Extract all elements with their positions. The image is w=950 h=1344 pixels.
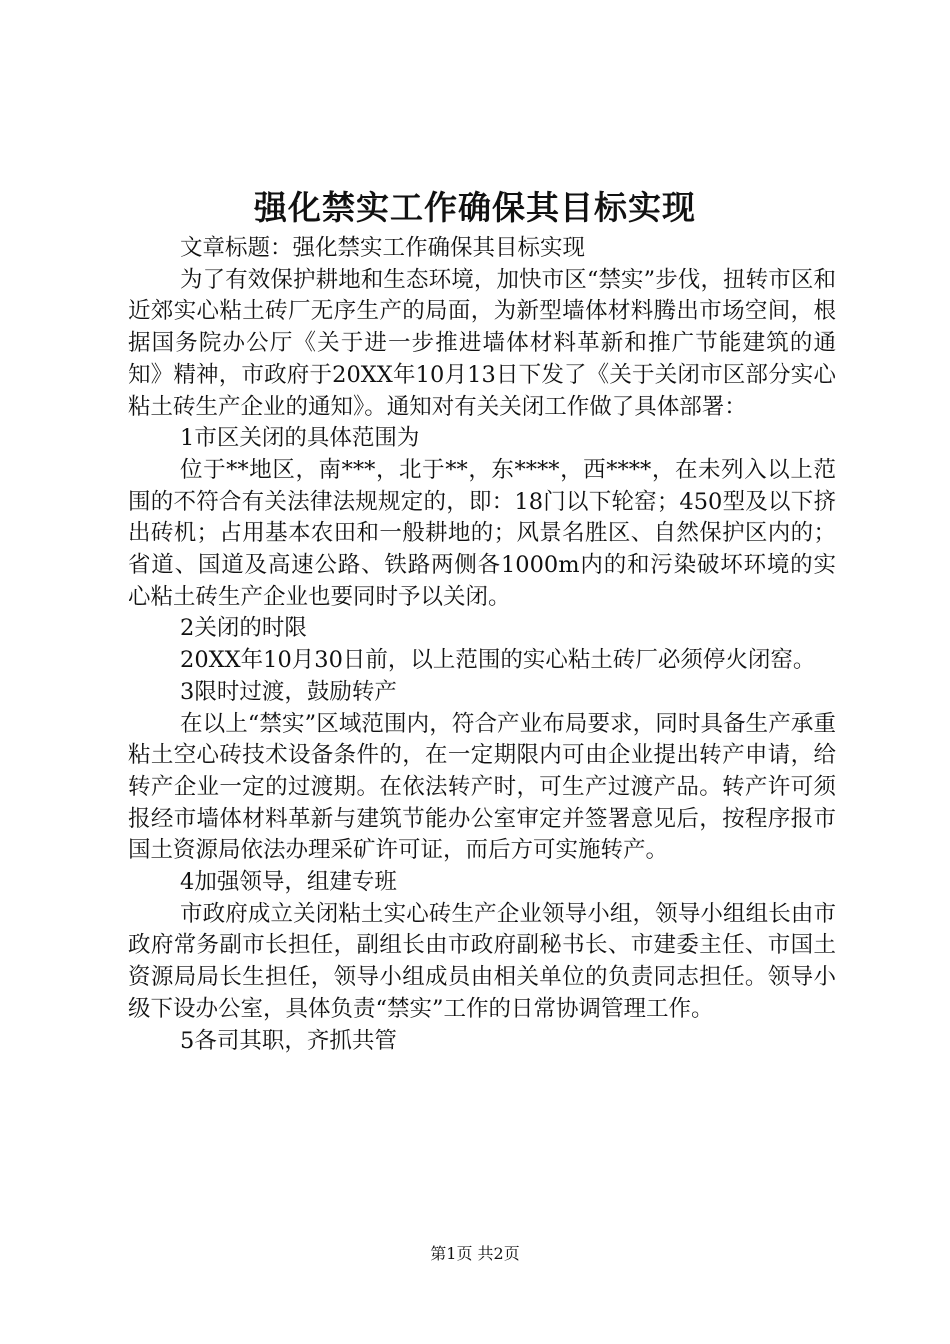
paragraph: 20XX年10月30日前，以上范围的实心粘土砖厂必须停火闭窑。	[180, 647, 816, 674]
document-title: 强化禁实工作确保其目标实现	[254, 188, 696, 227]
paragraph: 在以上“禁实”区域范围内，符合产业布局要求，同时具备生产承重粘土空心砖技术设备条件的，在一定期限内可由企业提出转产申请，给转产企业一定的过渡期。在依法转产时，可生产过渡产品。转产许可须报经市墙体材料革新与建筑节能办公室审定并签署意见后，按程序报市国土资源局依法办理采矿许可证，而后方可实施转产。	[128, 710, 836, 864]
section-heading: 2关闭的时限	[180, 615, 307, 642]
document-body	[128, 233, 836, 1057]
section-heading: 4加强领导，组建专班	[180, 869, 397, 896]
section-heading: 5各司其职，齐抓共管	[180, 1027, 397, 1054]
paragraph: 为了有效保护耕地和生态环境，加快市区“禁实”步伐，扭转市区和近郊实心粘土砖厂无序生产的局面，为新型墙体材料腾出市场空间，根据国务院办公厅《关于进一步推进墙体材料革新和推广节能建筑的通知》精神，市政府于20XX年10月13日下发了《关于关闭市区部分实心粘土砖生产企业的通知》。通知对有关关闭工作做了具体部署：	[128, 266, 836, 420]
paragraph-article-title: 文章标题：强化禁实工作确保其目标实现	[180, 235, 586, 261]
section-heading: 3限时过渡，鼓励转产	[180, 678, 397, 705]
page-footer: 第1页 共2页	[430, 1244, 520, 1263]
paragraph: 位于**地区，南***，北于**，东****，西****，在未列入以上范围的不符合有关法律法规规定的，即：18门以下轮窑；450型及以下挤出砖机；占用基本农田和一般耕地的；风景名胜区、自然保护区内的；省道、国道及高速公路、铁路两侧各1000m内的和污染破坏环境的实心粘土砖生产企业也要同时予以关闭。	[128, 456, 836, 610]
paragraph: 市政府成立关闭粘土实心砖生产企业领导小组，领导小组组长由市政府常务副市长担任，副组长由市政府副秘书长、市建委主任、市国土资源局局长生担任，领导小组成员由相关单位的负责同志担任。领导小级下设办公室，具体负责“禁实”工作的日常协调管理工作。	[128, 900, 836, 1022]
section-heading: 1市区关闭的具体范围为	[180, 425, 420, 452]
